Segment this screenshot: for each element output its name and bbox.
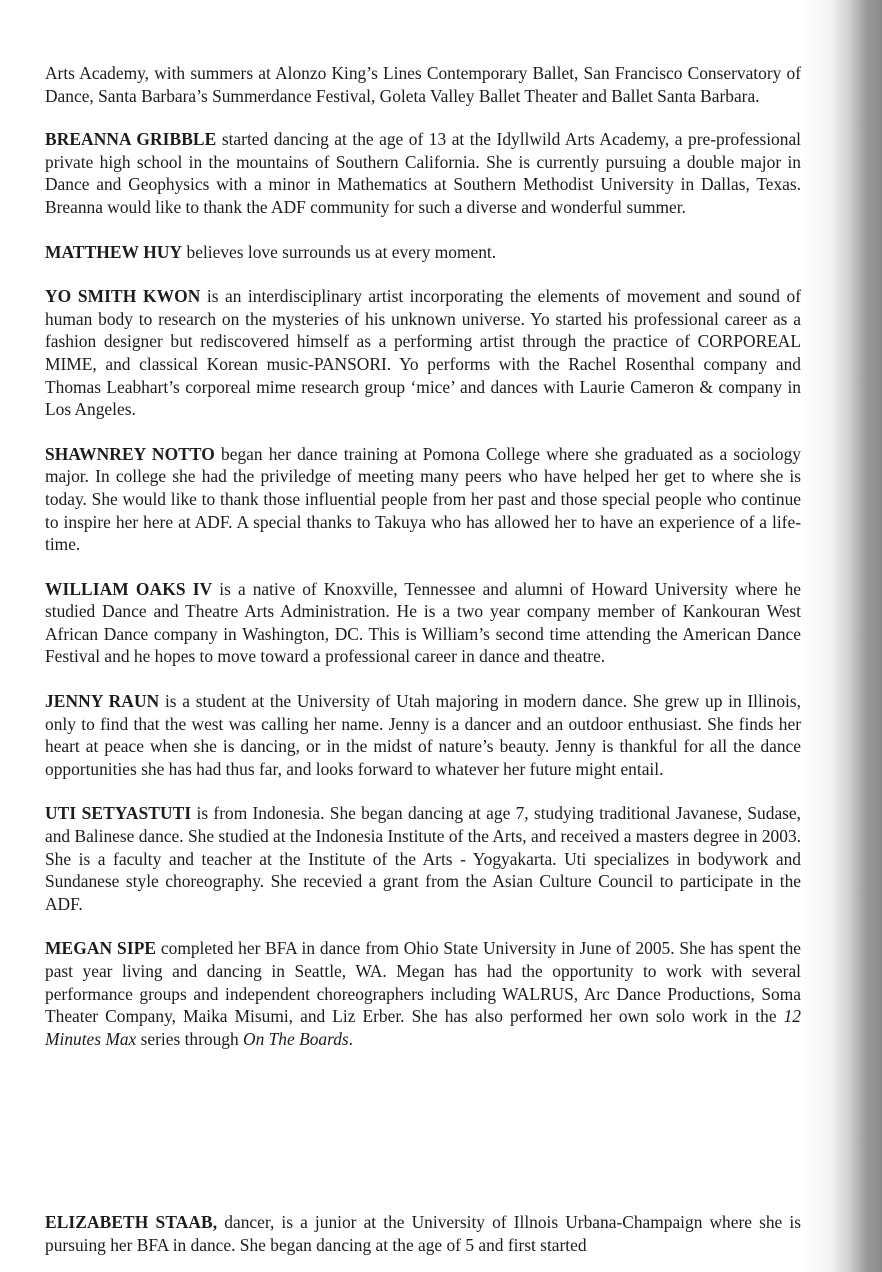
bio-text: Arts Academy, with summers at Alonzo King’s Lines Contemporary Ballet, San Francisco Conservatory of Dance, Santa Barbara’s Summerdance Festival, Goleta Valley Ballet Theater and Ballet Santa Barbara. (45, 63, 801, 106)
bio-text: . (348, 1028, 354, 1049)
bio-column (45, 62, 801, 1072)
venue-title: On The Boards (243, 1028, 349, 1049)
bio-paragraph (45, 690, 801, 780)
bio-paragraph (45, 578, 801, 668)
bio-text: is from Indonesia. She began dancing at age 7, studying traditional Javanese, Sudase, and Balinese dance. She studied at the Indonesia Institute of the Arts, and received a masters degree in 2003. She is a faculty and teacher at the Institute of the Arts - Yogyakarta. Uti specializes in bodywork and Sundanese style choreography. She recevied a grant from the Asian Culture Council to participate in the ADF. (45, 803, 801, 914)
bio-text: dancer, is a junior at the University of Illnois Urbana-Champaign where she is pursuing her BFA in dance. She began dancing at the age of 5 and first started (45, 1212, 801, 1255)
dancer-name: SHAWNREY NOTTO (45, 443, 215, 464)
series-title: 12 Minutes Max (45, 1006, 801, 1049)
bio-paragraph (45, 285, 801, 421)
bio-paragraph-continued (45, 62, 801, 107)
bio-paragraph (45, 128, 801, 218)
bio-text: is a student at the University of Utah majoring in modern dance. She grew up in Illinois, only to find that the west was calling her name. Jenny is a dancer and an outdoor enthusiast. She finds her heart at peace when she is dancing, or in the midst of nature’s beauty. Jenny is thankful for all the dance opportunities she has had thus far, and looks forward to whatever her future might entail. (45, 691, 801, 779)
bio-text: is an interdisciplinary artist incorporating the elements of movement and sound of human body to research on the mysteries of his unknown universe. Yo started his professional career as a fashion designer but rediscovered himself as a performing artist through the practice of CORPOREAL MIME, and classical Korean music-PANSORI. Yo performs with the Rachel Rosenthal company and Thomas Leabhart’s corporeal mime research group ‘mice’ and dances with Laurie Cameron & company in Los Angeles. (45, 286, 801, 420)
bio-text: began her dance training at Pomona College where she graduated as a sociology major. In college she had the priviledge of meeting many peers who have helped her get to where she is today. She would like to thank those influential people from her past and those special people who continue to inspire her here at ADF. A special thanks to Takuya who has allowed her to have an experience of a life-time. (45, 443, 801, 555)
dancer-name: UTI SETYASTUTI (45, 803, 192, 824)
bio-text: believes love surrounds us at every moment. (182, 241, 497, 262)
dancer-name: MATTHEW HUY (45, 241, 183, 262)
dancer-name: BREANNA GRIBBLE (45, 129, 217, 150)
bio-text: is a native of Knoxville, Tennessee and alumni of Howard University where he studied Dance and Theatre Arts Administration. He is a two year company member of Kankouran West African Dance company in Washington, DC. This is William’s second time attending the American Dance Festival and he hopes to move toward a professional career in dance and theatre. (45, 578, 802, 667)
bio-text: started dancing at the age of 13 at the Idyllwild Arts Academy, a pre-professional private high school in the mountains of Southern California. She is currently pursuing a double major in Dance and Geophysics with a minor in Mathematics at Southern Methodist University in Dallas, Texas. Breanna would like to thank the ADF community for such a diverse and wonderful summer. (45, 129, 801, 217)
bio-text: series through (136, 1028, 244, 1049)
bio-paragraph (45, 802, 801, 915)
dancer-name: WILLIAM OAKS IV (45, 578, 213, 599)
bio-paragraph (45, 443, 801, 556)
bio-paragraph (45, 241, 801, 264)
dancer-name: MEGAN SIPE (45, 938, 157, 959)
bio-paragraph (45, 937, 801, 1050)
dancer-name: YO SMITH KWON (45, 286, 201, 307)
bio-text: completed her BFA in dance from Ohio State University in June of 2005. She has spent the past year living and dancing in Seattle, WA. Megan has had the opportunity to work with several performance groups and independent choreographers including WALRUS, Arc Dance Productions, Soma Theater Company, Maika Misumi, and Liz Erber. She has also performed her own solo work in the (45, 938, 801, 1027)
dancer-name: ELIZABETH STAAB, (45, 1212, 218, 1232)
dancer-name: JENNY RAUN (45, 691, 160, 712)
bio-paragraph-cut-off (45, 1211, 801, 1256)
